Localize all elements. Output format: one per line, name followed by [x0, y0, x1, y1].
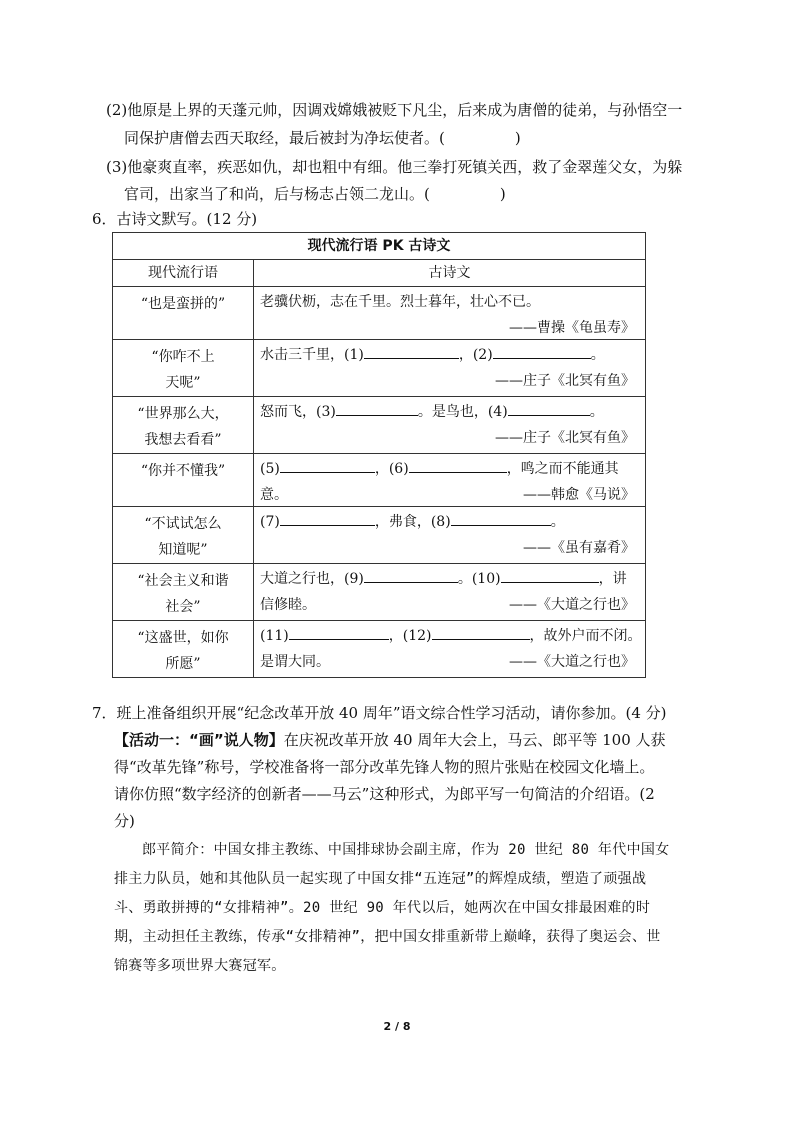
q5-item3-line1: (3)他豪爽直率，疾恶如仇，却也粗中有细。他三拳打死镇关西，救了金翠莲父女，为躲 — [106, 158, 683, 176]
verse-text-line2: 是谓大同。 — [260, 654, 330, 670]
table-row — [113, 340, 646, 397]
modern-phrase: “你咋不上 天呢” — [113, 340, 254, 397]
q5-item3-line2 — [124, 184, 506, 204]
blank-9[interactable] — [364, 568, 458, 583]
verse-source: ——韩愈《马说》 — [523, 487, 635, 503]
blank-12[interactable] — [432, 625, 530, 640]
modern-phrase: “世界那么大， 我想去看看” — [113, 397, 254, 454]
blank-4[interactable] — [508, 401, 590, 416]
blank-7[interactable] — [280, 511, 375, 526]
modern-phrase: “这盛世，如你 所愿” — [113, 621, 254, 678]
ancient-verse-cell — [254, 507, 646, 564]
q7-line4: 请你仿照“数字经济的创新者——马云”这种形式，为郎平写一句简洁的介绍语。(2 — [114, 785, 655, 803]
blank-8[interactable] — [451, 511, 551, 526]
q5-item2-line2 — [124, 128, 521, 148]
modern-phrase: “也是蛮拼的” — [113, 287, 254, 340]
q5-item3-close-paren: ) — [499, 185, 506, 203]
q5-item2-line1: (2)他原是上界的天蓬元帅，因调戏嫦娥被贬下凡尘，后来成为唐僧的徒弟，与孙悟空一 — [106, 101, 683, 119]
blank-2[interactable] — [493, 344, 591, 359]
table-row — [113, 621, 646, 678]
table-row — [113, 454, 646, 507]
q7-activity-line — [92, 727, 672, 754]
blank-6[interactable] — [409, 458, 507, 473]
verse-source: ——庄子《北冥有鱼》 — [495, 373, 635, 389]
ancient-verse-cell — [254, 340, 646, 397]
ancient-verse-cell — [254, 397, 646, 454]
activity-title: 【活动一：“画”说人物】 — [114, 731, 284, 749]
lang-ping-passage: 郎平简介：中国女排主教练、中国排球协会副主席，作为 20 世纪 80 年代中国女排主力队员，她和其他队员一起实现了中国女排“五连冠”的辉煌成绩，塑造了顽强战斗、勇敢拼搏的“女排精神”。20 世纪 90 年代以后，她两次在中国女排最困难的时期，主动担任主教练，传承“女排精神”，把中国女排重新带上巅峰，获得了奥运会、世锦赛等多项世界大赛冠军。 — [114, 842, 670, 974]
table-row — [113, 507, 646, 564]
verse-source: ——《虽有嘉肴》 — [523, 540, 635, 556]
ancient-verse-cell — [254, 564, 646, 621]
q6-title: 6．古诗文默写。(12 分) — [92, 210, 258, 228]
verse-source: ——曹操《龟虽寿》 — [509, 320, 635, 336]
q5-item2-close-paren: ) — [514, 129, 521, 147]
modern-phrase: “不试试怎么 知道呢” — [113, 507, 254, 564]
q7-block — [92, 700, 672, 835]
ancient-verse-cell — [254, 454, 646, 507]
verse-text: (7) ，弗食，(8) 。 — [260, 511, 565, 533]
q5-item3-line2-text: 官司，出家当了和尚，后与杨志占领二龙山。( — [124, 185, 430, 203]
modern-phrase: “社会主义和谐 社会” — [113, 564, 254, 621]
verse-text: 水击三千里，(1) ，(2) 。 — [260, 344, 605, 366]
q5-item2-line2-text: 同保护唐僧去西天取经，最后被封为净坛使者。( — [124, 129, 445, 147]
table-row — [113, 564, 646, 621]
verse-text-line2: 信修睦。 — [260, 597, 316, 613]
blank-10[interactable] — [501, 568, 599, 583]
q7-line5: 分) — [114, 812, 135, 830]
q7-line3: 得“改革先锋”称号，学校准备将一部分改革先锋人物的照片张贴在校园文化墙上。 — [114, 758, 655, 776]
verse-text: (11) ，(12) ，故外户而不闭。 — [260, 625, 642, 647]
verse-text: 大道之行也，(9) 。(10) ，讲 — [260, 568, 627, 590]
verse-text-line2: 意。 — [260, 487, 288, 503]
q7-title: 7．班上准备组织开展“纪念改革开放 40 周年”语文综合性学习活动，请你参加。(4 分) — [92, 704, 667, 722]
activity-text: 在庆祝改革开放 40 周年大会上，马云、郎平等 100 人获 — [283, 731, 666, 749]
table-row — [113, 397, 646, 454]
modern-phrase: “你并不懂我” — [113, 454, 254, 507]
blank-1[interactable] — [364, 344, 459, 359]
verse-source: ——《大道之行也》 — [509, 597, 635, 613]
col-header-ancient: 古诗文 — [254, 260, 646, 287]
poetry-table — [112, 232, 646, 678]
page-number: 2 / 8 — [383, 1020, 411, 1033]
col-header-modern: 现代流行语 — [113, 260, 254, 287]
verse-source: ——《大道之行也》 — [509, 654, 635, 670]
ancient-verse-cell — [254, 287, 646, 340]
verse-source: ——庄子《北冥有鱼》 — [495, 430, 635, 446]
blank-11[interactable] — [289, 625, 389, 640]
verse-text: 怒而飞，(3) 。是鸟也，(4) 。 — [260, 401, 604, 423]
table-row — [113, 287, 646, 340]
blank-3[interactable] — [336, 401, 418, 416]
blank-5[interactable] — [280, 458, 375, 473]
table-caption: 现代流行语 PK 古诗文 — [113, 233, 646, 260]
verse-text: (5) ，(6) ，鸣之而不能通其 — [260, 458, 619, 480]
ancient-verse-cell — [254, 621, 646, 678]
verse-text: 老骥伏枥，志在千里。烈士暮年，壮心不已。 — [260, 294, 540, 310]
